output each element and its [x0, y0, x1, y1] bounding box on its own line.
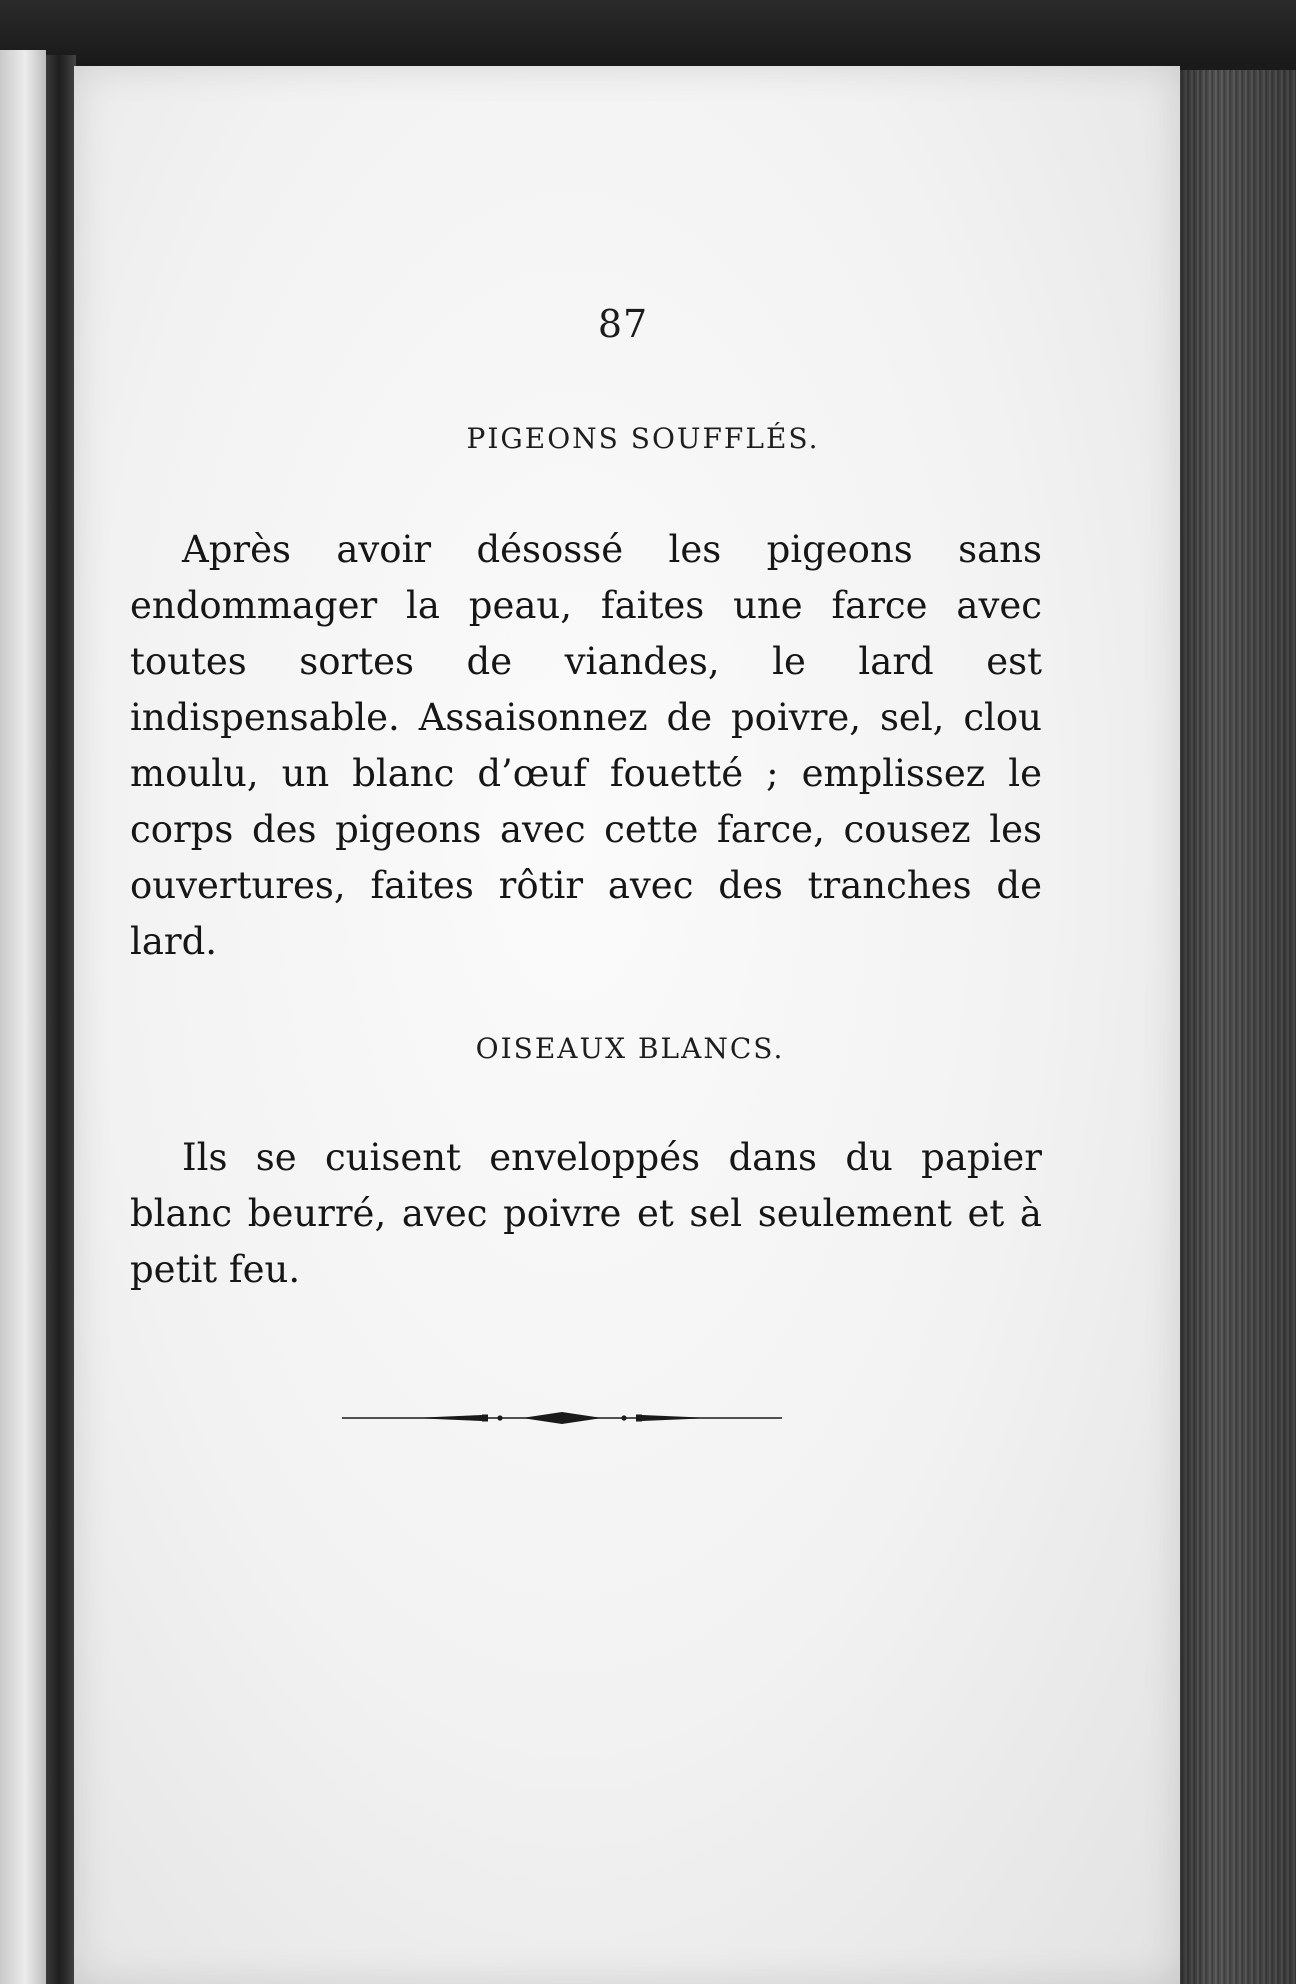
facing-page-edge: [0, 50, 46, 1984]
page-block-edges: [1178, 70, 1296, 1984]
section-text-pigeons-souffles: Après avoir désossé les pigeons sans endommager la peau, faites une farce avec toutes sortes de viandes, le lard est indispensable. Assaisonnez de poivre, sel, clou moulu, un blanc d’œuf fouetté ; emplissez le corps des pigeons avec cette farce, cousez les ouvertures, faites rôtir avec des tranches de lard.: [130, 528, 1042, 963]
scanner-top-border: [0, 0, 1296, 58]
page-number: 87: [597, 302, 649, 346]
section-text-oiseaux-blancs: Ils se cuisent enveloppés dans du papier blanc beurré, avec poivre et sel seulement et à petit feu.: [130, 1136, 1042, 1291]
section-title-pigeons-souffles: PIGEONS SOUFFLÉS.: [466, 422, 820, 455]
book-page: [74, 66, 1180, 1984]
section-title-oiseaux-blancs: OISEAUX BLANCS.: [475, 1032, 785, 1065]
book-gutter: [46, 55, 76, 1984]
ornament-divider-icon: [342, 1406, 782, 1430]
